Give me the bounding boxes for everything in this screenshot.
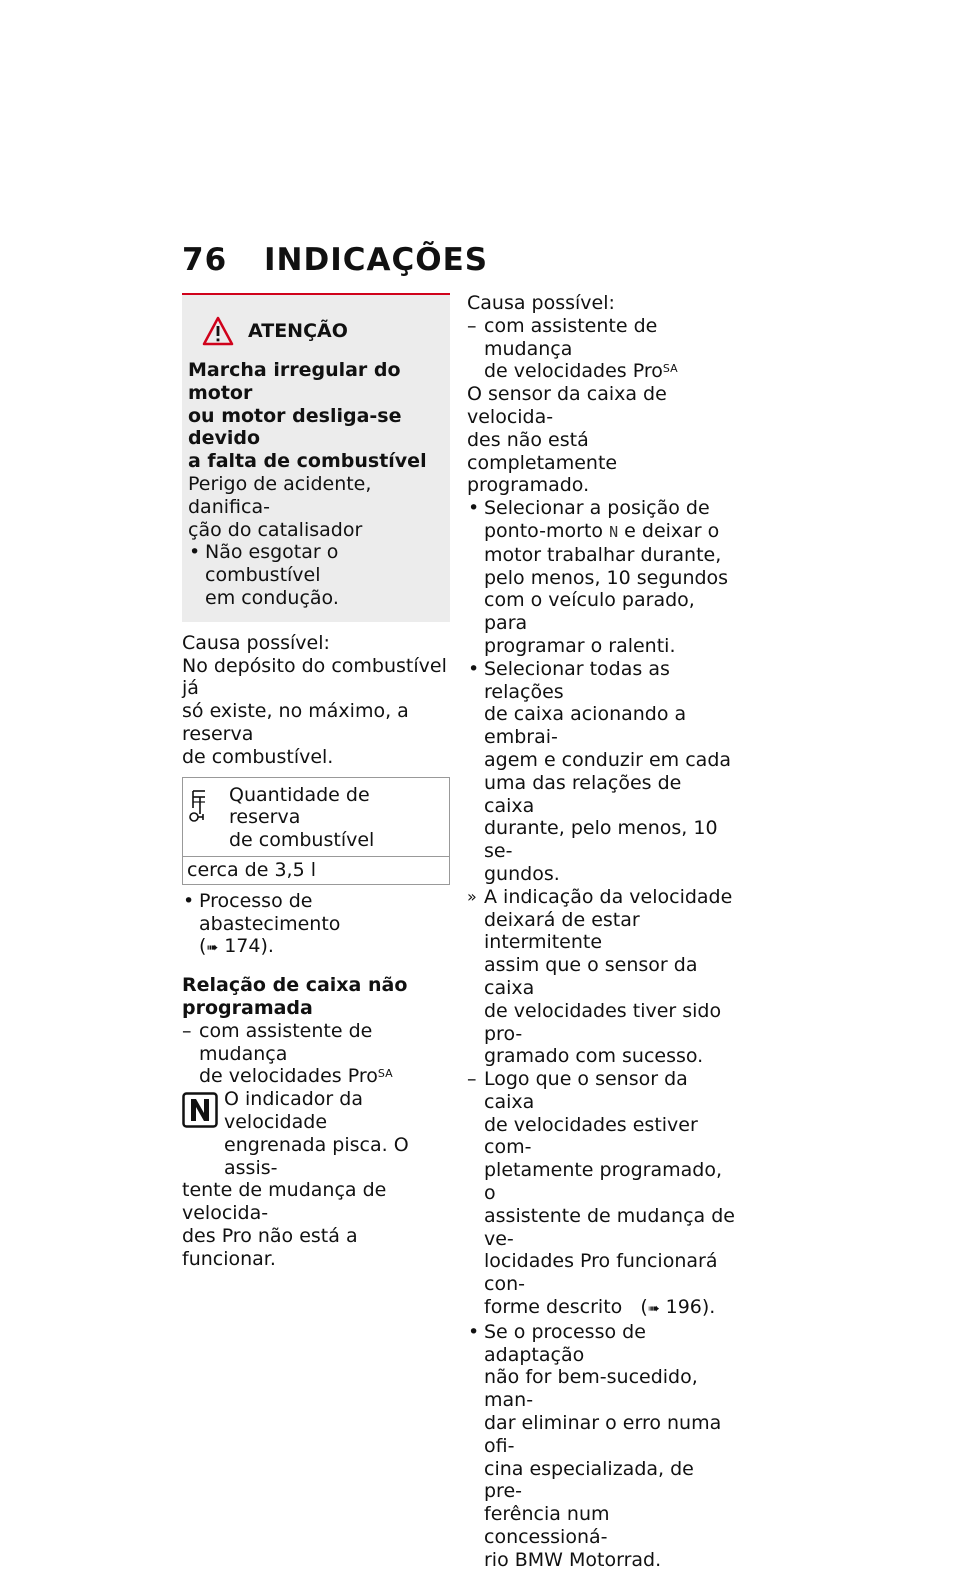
instruction-line: pelo menos, 10 segundos <box>484 566 729 589</box>
warning-bullet-line: Não esgotar o combustível <box>205 541 339 587</box>
page-title: INDICAÇÕES <box>264 242 489 278</box>
page-ref-arrow-icon: ➠ <box>206 940 219 957</box>
warning-bullet-line: em condução. <box>205 586 339 609</box>
instruction-line: ferência num concessioná- <box>484 1503 610 1549</box>
page-header <box>182 242 488 278</box>
bullet-mark: • <box>468 1320 480 1343</box>
bullet-mark: • <box>183 889 195 912</box>
instruction-line: agem e conduzir em cada <box>484 748 732 771</box>
neutral-tail-line: tente de mudança de velocida- <box>182 1179 387 1225</box>
instruction-line: Se o processo de adaptação <box>484 1320 646 1366</box>
instruction-workshop <box>467 1321 735 1572</box>
dash-mark: – <box>467 314 477 337</box>
fuel-reserve-spec-table <box>182 777 450 885</box>
right-column <box>467 292 735 1572</box>
section-heading-line: programada <box>182 996 313 1019</box>
option-note <box>467 315 735 383</box>
refuel-reference <box>182 890 450 960</box>
option-line: com assistente de mudança <box>199 1019 373 1065</box>
instruction-line: cina especializada, de pre- <box>484 1457 694 1503</box>
result-line: deixará de estar intermitente <box>484 908 640 954</box>
fuel-gauge-icon <box>189 788 207 824</box>
instruction-line: uma das relações de caixa <box>484 771 682 817</box>
spec-header <box>183 778 449 856</box>
result-line: de velocidades tiver sido pro- <box>484 999 722 1045</box>
instruction-line: não for bem-sucedido, man- <box>484 1366 698 1412</box>
instruction-neutral <box>467 497 735 658</box>
cause-line: Causa possível: <box>182 631 330 654</box>
spec-label-line: Quantidade de reserva <box>229 783 370 829</box>
instruction-gears <box>467 658 735 886</box>
completion-line: pletamente programado, o <box>484 1159 723 1205</box>
warning-risk-line: Perigo de acidente, danifica- <box>188 472 372 518</box>
instruction-line: de caixa acionando a embrai- <box>484 703 687 749</box>
dash-mark: – <box>467 1068 477 1091</box>
sensor-line: programado. <box>467 474 590 497</box>
instruction-line: programar o ralenti. <box>484 634 676 657</box>
sensor-line: O sensor da caixa de velocida- <box>467 383 667 428</box>
dash-mark: – <box>182 1019 192 1042</box>
refuel-page-link[interactable]: 174). <box>224 935 274 958</box>
result-line: assim que o sensor da caixa <box>484 954 698 999</box>
completion-open-paren: ( <box>640 1296 648 1319</box>
sensor-line: des não está completamente <box>467 428 618 474</box>
spec-label <box>229 784 445 852</box>
cause-paragraph <box>182 632 450 769</box>
warning-risk-line: ção do catalisador <box>188 518 363 541</box>
bullet-mark: • <box>468 497 480 520</box>
cause-line: só existe, no máximo, a reserva <box>182 700 409 745</box>
result-mark: » <box>467 886 477 906</box>
instruction-line: ponto-morto <box>484 519 604 542</box>
cause-line: de combustível. <box>182 745 334 768</box>
spec-label-line: de combustível <box>229 829 375 852</box>
instruction-line: Selecionar todas as relações <box>484 657 670 703</box>
instruction-line: dar eliminar o erro numa ofi- <box>484 1412 722 1457</box>
instruction-line: motor trabalhar durante, <box>484 543 722 566</box>
instruction-line: gundos. <box>484 862 560 885</box>
neutral-indicator-row <box>182 1088 450 1179</box>
neutral-text-line: engrenada pisca. O assis- <box>224 1133 409 1179</box>
completion-line: assistente de mudança de ve- <box>484 1204 735 1250</box>
warning-box <box>182 293 450 622</box>
refuel-line: Processo de abastecimento <box>199 889 341 935</box>
cause-heading: Causa possível: <box>467 292 615 314</box>
result-line: gramado com sucesso. <box>484 1045 704 1068</box>
result-line: A indicação da velocidade <box>484 885 733 908</box>
instruction-line: durante, pelo menos, 10 se- <box>484 817 718 863</box>
completion-line: de velocidades estiver com- <box>484 1113 698 1159</box>
spec-value: cerca de 3,5 l <box>183 856 449 884</box>
warning-line: ou motor desliga-se devido <box>188 404 402 450</box>
option-note <box>182 1020 450 1088</box>
page-number: 76 <box>182 242 228 278</box>
warning-bullet <box>188 541 445 609</box>
warning-line: a falta de combustível <box>188 450 427 473</box>
completion-line: locidades Pro funcionará con- <box>484 1250 718 1296</box>
option-line: com assistente de mudança <box>484 314 658 360</box>
instruction-line: e deixar o <box>624 519 720 542</box>
bullet-mark: • <box>189 541 201 564</box>
neutral-indicator-icon <box>182 1092 218 1128</box>
warning-line: Marcha irregular do motor <box>188 359 401 404</box>
optional-extra-badge: SA <box>377 1067 393 1081</box>
refuel-open-paren: ( <box>199 935 207 958</box>
option-line: de velocidades Pro <box>199 1065 378 1088</box>
optional-extra-badge: SA <box>662 362 678 376</box>
instruction-line: rio BMW Motorrad. <box>484 1548 662 1571</box>
neutral-text-tail <box>182 1179 450 1270</box>
completion-line: forme descrito <box>484 1296 623 1319</box>
result-note <box>467 886 735 1068</box>
neutral-tail-line: des Pro não está a funcionar. <box>182 1224 358 1270</box>
warning-header <box>188 309 445 353</box>
page-ref-arrow-icon: ➠ <box>647 1301 660 1318</box>
completion-page-link[interactable]: 196). <box>665 1296 716 1319</box>
warning-title: ATENÇÃO <box>248 319 348 342</box>
completion-note <box>467 1068 735 1321</box>
section-heading <box>182 974 450 1020</box>
completion-line: Logo que o sensor da caixa <box>484 1068 688 1113</box>
warning-triangle-icon <box>202 316 234 346</box>
neutral-code: N <box>609 522 619 541</box>
section-heading-line: Relação de caixa não <box>182 974 408 997</box>
left-column <box>182 293 450 1270</box>
warning-risk <box>188 473 445 541</box>
bullet-mark: • <box>468 657 480 680</box>
sensor-paragraph <box>467 383 735 497</box>
instruction-line: Selecionar a posição de <box>484 497 710 520</box>
instruction-line: com o veículo parado, para <box>484 589 695 635</box>
option-line: de velocidades Pro <box>484 360 663 383</box>
cause-line: No depósito do combustível já <box>182 654 447 700</box>
warning-text <box>188 359 445 473</box>
neutral-text-line: O indicador da velocidade <box>224 1088 363 1133</box>
